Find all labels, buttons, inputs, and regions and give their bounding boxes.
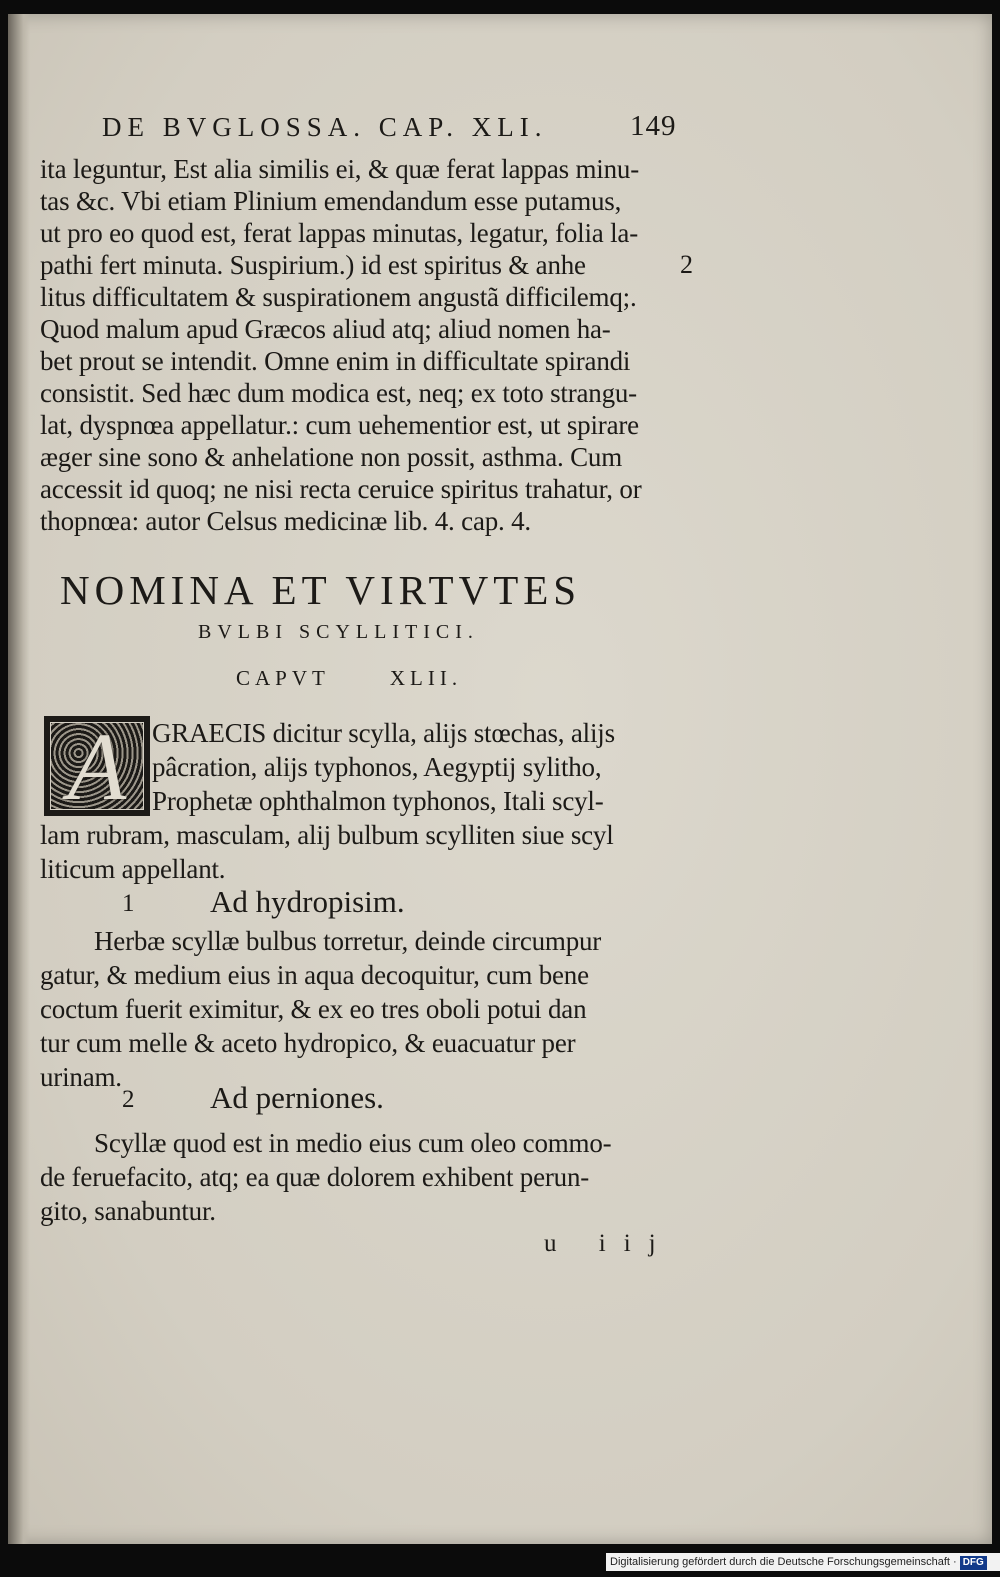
text-line: Scyllæ quod est in medio eius cum oleo commo- xyxy=(94,1128,612,1158)
text-line: ita leguntur, Est alia similis ei, & quæ ferat lappas minu- xyxy=(40,154,639,184)
text-line: urinam. xyxy=(40,1062,122,1092)
text-line: bet prout se intendit. Omne enim in difficultate spirandi xyxy=(40,346,631,376)
text-line: accessit id quoq; ne nisi recta ceruice spiritus trahatur, or xyxy=(40,474,642,504)
text-line: Prophetæ ophthalmon typhonos, Itali scyl- xyxy=(152,786,604,816)
text-line: liticum appellant. xyxy=(40,854,226,884)
running-head xyxy=(102,112,702,143)
text-line: consistit. Sed hæc dum modica est, neq; ex toto strangu- xyxy=(40,378,637,408)
text-line: Quod malum apud Græcos aliud atq; aliud nomen ha- xyxy=(40,314,611,344)
text-line: pathi fert minuta. Suspirium.) id est spiritus & anhe xyxy=(40,250,586,280)
credit-text: Digitalisierung gefördert durch die Deutsche Forschungsgemeinschaft · xyxy=(610,1556,957,1568)
text-line: ut pro eo quod est, ferat lappas minutas, legatur, folia la- xyxy=(40,218,638,248)
page-number: 149 xyxy=(630,110,677,142)
text-line: thopnœa: autor Celsus medicinæ lib. 4. cap. 4. xyxy=(40,506,531,536)
initial-letter: A xyxy=(67,722,127,810)
caput-label: CAPVT xyxy=(236,666,330,690)
text-line: gito, sanabuntur. xyxy=(40,1196,216,1226)
decorated-initial xyxy=(44,716,150,816)
text-line: tas &c. Vbi etiam Plinium emendandum esse putamus, xyxy=(40,186,622,216)
section-title: Ad perniones. xyxy=(210,1080,384,1115)
text-line: gatur, & medium eius in aqua decoquitur, cum bene xyxy=(40,960,589,990)
running-head-text: DE BVGLOSSA. CAP. XLI. xyxy=(102,112,548,142)
page-spine-shadow xyxy=(8,14,30,1544)
initial-ornament xyxy=(50,722,144,810)
chapter-subtitle: BVLBI SCYLLITICI. xyxy=(198,621,479,643)
section-number: 1 xyxy=(122,890,135,917)
chapter-number xyxy=(236,666,462,691)
section-number: 2 xyxy=(122,1086,135,1113)
text-line: GRAECIS dicitur scylla, alijs stœchas, alijs xyxy=(152,718,615,748)
chapter-title: NOMINA ET VIRTVTES xyxy=(60,567,582,613)
margin-note-number: 2 xyxy=(680,250,693,279)
text-line: Herbæ scyllæ bulbus torretur, deinde circumpur xyxy=(94,926,602,956)
dfg-logo: DFG xyxy=(960,1556,987,1570)
signature-mark: u iij xyxy=(544,1230,674,1257)
text-line: lam rubram, masculam, alij bulbum scylliten siue scyl xyxy=(40,820,614,850)
text-line: tur cum melle & aceto hydropico, & euacuatur per xyxy=(40,1028,576,1058)
text-line: æger sine sono & anhelatione non possit, asthma. Cum xyxy=(40,442,623,472)
text-line: coctum fuerit eximitur, & ex eo tres oboli potui dan xyxy=(40,994,587,1024)
section-title: Ad hydropisim. xyxy=(210,884,405,919)
book-page xyxy=(8,14,992,1544)
text-line: pâcration, alijs typhonos, Aegyptij sylitho, xyxy=(152,752,602,782)
text-line: litus difficultatem & suspirationem angustã difficilemq;. xyxy=(40,282,637,312)
caput-number: XLII. xyxy=(389,666,463,690)
text-line: lat, dyspnœa appellatur.: cum uehementior est, ut spirare xyxy=(40,410,639,440)
text-line: de feruefacito, atq; ea quæ dolorem exhibent perun- xyxy=(40,1162,590,1192)
digitization-credit xyxy=(606,1553,1000,1571)
